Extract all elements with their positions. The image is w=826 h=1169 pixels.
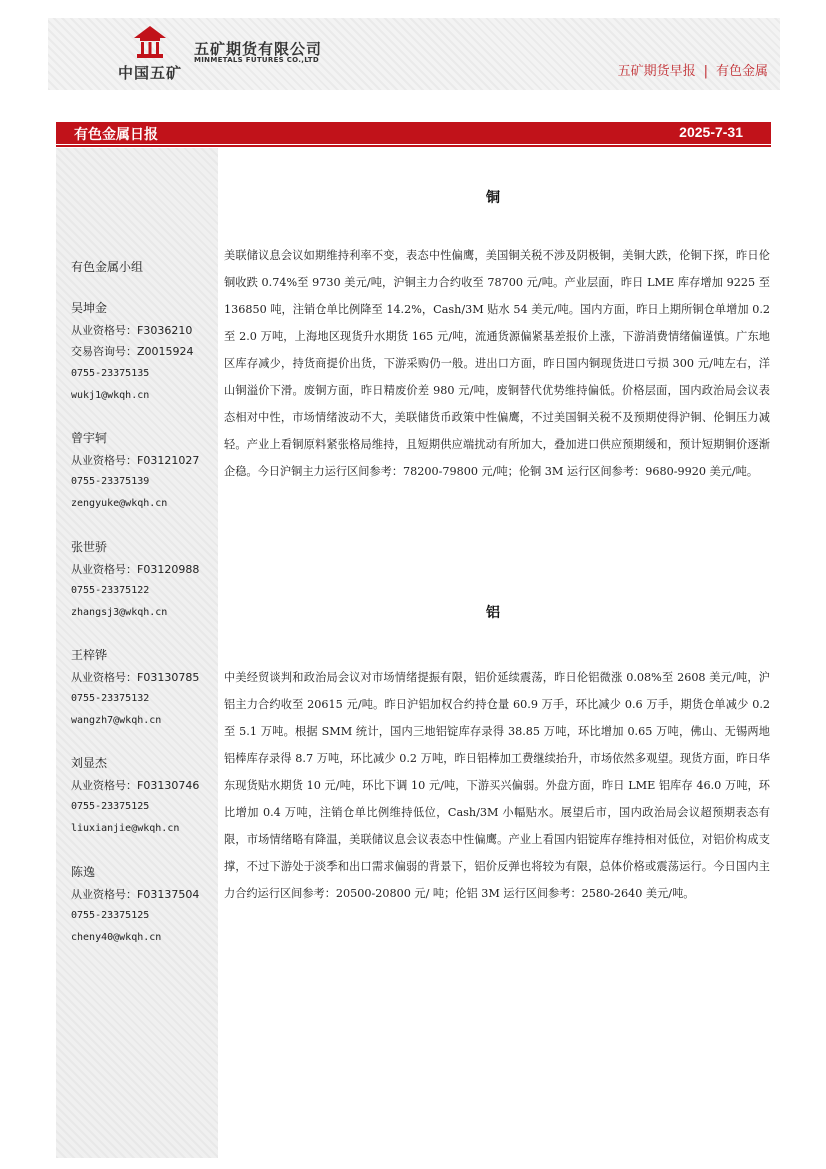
company-name-english: MINMETALS FUTURES CO.,LTD	[194, 56, 319, 64]
logo-text: 中国五矿	[118, 64, 183, 82]
title-divider	[56, 145, 771, 147]
report-title: 有色金属日报	[74, 127, 158, 143]
team-name: 有色金属小组	[71, 260, 144, 274]
analyst-license: 从业资格号：F03130785	[71, 670, 200, 684]
analyst-name: 陈逸	[71, 865, 96, 879]
analyst-name: 刘显杰	[71, 756, 108, 770]
analyst-email: zengyuke@wkqh.cn	[71, 498, 168, 510]
report-header-label	[618, 60, 768, 79]
analyst-name: 张世骄	[71, 540, 108, 554]
analyst-card	[71, 753, 199, 840]
minmetals-logo-icon	[132, 24, 168, 60]
analyst-license: 从业资格号：F03137504	[71, 887, 200, 901]
analyst-license: 从业资格号：F03130746	[71, 778, 200, 792]
analyst-license: 从业资格号：F03120988	[71, 562, 200, 576]
analyst-email: zhangsj3@wkqh.cn	[71, 607, 168, 619]
aluminum-section-body: 中美经贸谈判和政治局会议对市场情绪提振有限，铝价延续震荡，昨日伦铝微涨 0.08%至 2608 美元/吨，沪铝主力合约收至 20615 元/吨。昨日沪铝加权合约持仓量 60.9 万手，环比减少 0.6 万手，期货仓单减少 0.2 至 5.1 万吨。根据 SMM 统计，国内三地铝锭库存录得 38.85 万吨，环比增加 0.65 万吨，佛山、无锡两地铝棒库存录得 8.7 万吨，环比减少 0.2 万吨，昨日铝棒加工费继续抬升，市场依然多观望。现货方面，昨日华东现货贴水期货 10 元/吨，环比下调 10 元/吨，下游买兴偏弱。外盘方面，昨日 LME 铝库存 46.0 万吨，环比增加 0.4 万吨，注销仓单比例维持低位，Cash/3M 小幅贴水。展望后市，国内政治局会议超预期表态有限，市场情绪略有降温，美联储议息会议表态中性偏鹰。产业上看国内铝锭库存维持相对低位，对铝价构成支撑，不过下游处于淡季和出口需求偏弱的背景下，铝价反弹也将较为有限，总体价格或震荡运行。今日国内主力合约运行区间参考：20500-20800 元/ 吨；伦铝 3M 运行区间参考：2580-2640 美元/吨。	[224, 671, 770, 900]
analyst-card	[71, 537, 199, 624]
analyst-card	[71, 428, 199, 515]
aluminum-section-title: 铝	[486, 605, 500, 621]
analyst-card	[71, 298, 194, 407]
analyst-phone: 0755-23375125	[71, 910, 150, 922]
report-title-bar	[56, 122, 771, 144]
analyst-license: 从业资格号：F3036210	[71, 323, 193, 337]
analyst-card	[71, 862, 199, 949]
analyst-email: wangzh7@wkqh.cn	[71, 715, 162, 727]
analyst-card	[71, 645, 199, 732]
report-series: 五矿期货早报	[617, 64, 696, 79]
analyst-phone: 0755-23375122	[71, 585, 150, 597]
analyst-consult-number: 交易咨询号：Z0015924	[71, 345, 194, 359]
analyst-license: 从业资格号：F03121027	[71, 453, 200, 467]
report-date: 2025-7-31	[679, 124, 743, 140]
analyst-phone: 0755-23375125	[71, 801, 150, 813]
analyst-email: wukj1@wkqh.cn	[71, 389, 150, 401]
copper-section-title: 铜	[486, 190, 500, 206]
analyst-name: 吴坤金	[71, 301, 108, 315]
company-name: 五矿期货有限公司	[194, 40, 323, 58]
report-category: 有色金属	[715, 64, 768, 79]
copper-section-body: 美联储议息会议如期维持利率不变，表态中性偏鹰，美国铜关税不涉及阴极铜，美铜大跌，伦铜下探，昨日伦铜收跌 0.74%至 9730 美元/吨，沪铜主力合约收至 78700 元/吨。产业层面，昨日 LME 库存增加 9225 至 136850 吨，注销仓单比例降至 14.2%，Cash/3M 贴水 54 美元/吨。国内方面，昨日上期所铜仓单增加 0.2 至 2.0 万吨，上海地区现货升水期货 165 元/吨，流通货源偏紧基差报价上涨，下游消费情绪偏谨慎。广东地区库存减少，持货商提价出货，下游采购仍一般。进出口方面，昨日国内铜现货进口亏损 300 元/吨左右，洋山铜溢价下滑。废铜方面，昨日精废价差 980 元/吨，废铜替代优势维持偏低。价格层面，国内政治局会议表态相对中性，市场情绪波动不大，美联储货币政策中性偏鹰，不过美国铜关税不及预期使得沪铜、伦铜压力减轻。产业上看铜原料紧张格局维持，且短期供应端扰动有所加大，叠加进口供应预期缓和，预计短期铜价逐渐企稳。今日沪铜主力运行区间参考：78200-79800 元/吨；伦铜 3M 运行区间参考：9680-9920 美元/吨。	[224, 249, 770, 478]
analyst-phone: 0755-23375139	[71, 476, 150, 488]
analyst-name: 曾宇轲	[71, 431, 108, 445]
analyst-email: cheny40@wkqh.cn	[71, 932, 162, 944]
header-separator: |	[703, 64, 708, 79]
analyst-email: liuxianjie@wkqh.cn	[71, 823, 180, 835]
analyst-phone: 0755-23375132	[71, 693, 150, 705]
analyst-name: 王梓铧	[71, 648, 108, 662]
analyst-phone: 0755-23375135	[71, 368, 150, 380]
